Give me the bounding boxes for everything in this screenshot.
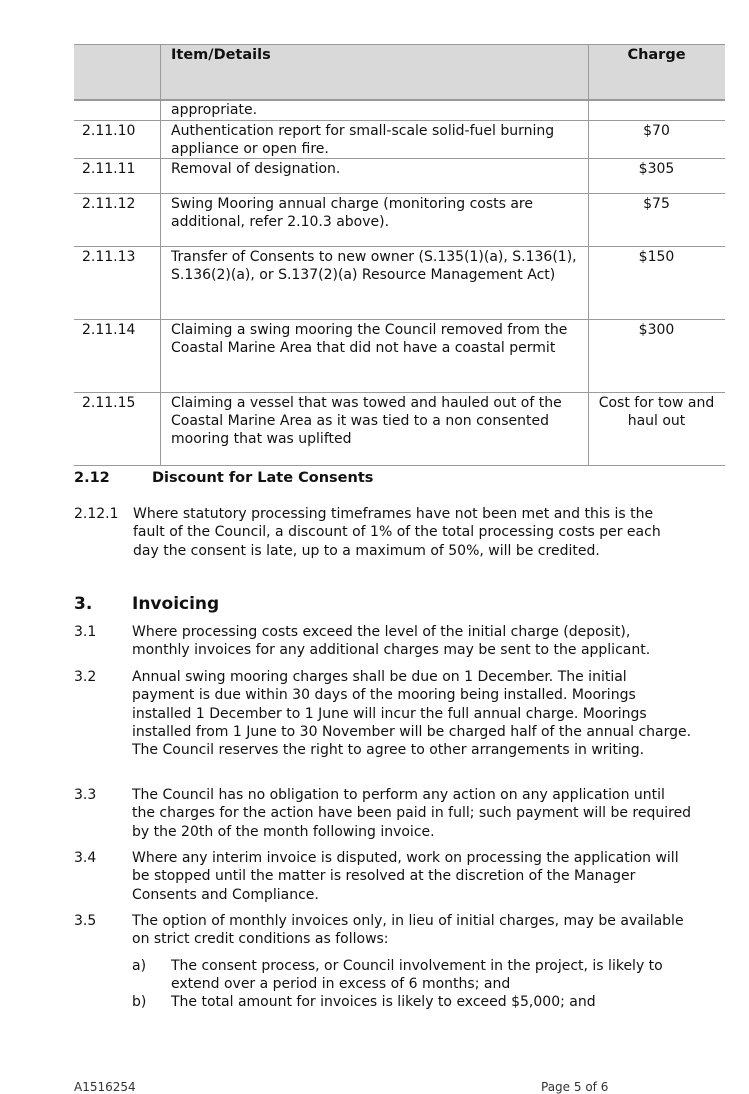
item-number: 2.11.13 <box>82 249 136 265</box>
item-details: Claiming a swing mooring the Council removed from the Coastal Marine Area that did not have a coastal permit <box>171 322 568 356</box>
header-item-details: Item/Details <box>171 47 271 63</box>
item-charge: $70 <box>643 123 670 139</box>
section-title: Invoicing <box>132 594 220 614</box>
item-details: Claiming a vessel that was towed and hauled out of the Coastal Marine Area as it was tied to a non consented mooring that was uplifted <box>171 395 562 447</box>
item-details: Swing Mooring annual charge (monitoring costs are additional, refer 2.10.3 above). <box>171 196 533 230</box>
paragraph-number: 2.12.1 <box>74 506 119 522</box>
section-number: 2.12 <box>74 470 110 486</box>
table-row <box>74 159 725 194</box>
item-text: Where any interim invoice is disputed, work on processing the application will be stopped until the matter is resolved at the discretion of the Manager Consents and Compliance. <box>132 850 679 903</box>
header-charge: Charge <box>627 47 686 63</box>
section-heading-2-12 <box>74 470 374 486</box>
item-text: Annual swing mooring charges shall be due on 1 December. The initial payment is due within 30 days of the mooring being installed. Moorings installed 1 December to 1 June will incur the full annual charge. Moorings installed from 1 June to 30 November will be charged half of the annual charge. The Council reserves the right to agree to other arrangements in writing. <box>132 669 692 759</box>
fee-table <box>74 44 725 466</box>
item-charge: $75 <box>643 196 670 212</box>
section-title: Discount for Late Consents <box>152 470 374 486</box>
item-number: 2.11.10 <box>82 123 136 139</box>
section-heading-3 <box>74 594 220 614</box>
item-number: 2.11.15 <box>82 395 136 411</box>
item-number: 2.11.14 <box>82 322 136 338</box>
paragraph-text: Where statutory processing timeframes have not been met and this is the fault of the Council, a discount of 1% of the total processing costs per each day the consent is late, up to a maximum of 50%, will be credited. <box>133 506 661 559</box>
sub-item-label: a) <box>132 958 147 974</box>
table-row <box>74 247 725 320</box>
item-number: 3.3 <box>74 787 97 803</box>
item-details: Removal of designation. <box>171 161 341 177</box>
table-row <box>74 320 725 393</box>
item-text: The Council has no obligation to perform any action on any application until the charges for the action have been paid in full; such payment will be required by the 20th of the month following invoice. <box>132 787 692 840</box>
item-details: Authentication report for small-scale solid-fuel burning appliance or open fire. <box>171 123 555 157</box>
item-charge: Cost for tow and haul out <box>598 395 715 429</box>
item-number: 3.1 <box>74 624 97 640</box>
item-charge: $300 <box>638 322 675 338</box>
table-row <box>74 194 725 247</box>
item-charge: $305 <box>638 161 675 177</box>
item-text: Where processing costs exceed the level of the initial charge (deposit), monthly invoices for any additional charges may be sent to the applicant. <box>132 624 651 659</box>
item-text: The option of monthly invoices only, in lieu of initial charges, may be available on strict credit conditions as follows: <box>132 913 684 948</box>
item-number: 3.2 <box>74 669 97 685</box>
sub-item-label: b) <box>132 994 147 1010</box>
item-number: 2.11.12 <box>82 196 136 212</box>
table-header <box>74 44 725 101</box>
table-row <box>74 121 725 159</box>
sub-item-text: The consent process, or Council involvement in the project, is likely to extend over a period in excess of 6 months; and <box>171 958 663 993</box>
document-id: A1516254 <box>74 1080 136 1094</box>
page-number: Page 5 of 6 <box>541 1080 609 1094</box>
item-details: Transfer of Consents to new owner (S.135(1)(a), S.136(1), S.136(2)(a), or S.137(2)(a) Resource Management Act) <box>171 249 577 283</box>
item-number: 3.5 <box>74 913 97 929</box>
sub-item-text: The total amount for invoices is likely to exceed $5,000; and <box>171 994 596 1010</box>
item-number: 2.11.11 <box>82 161 136 177</box>
section-number: 3. <box>74 594 93 614</box>
item-number: 3.4 <box>74 850 97 866</box>
table-row <box>74 101 725 121</box>
table-row <box>74 393 725 466</box>
continuation-text: appropriate. <box>171 102 258 118</box>
item-charge: $150 <box>638 249 675 265</box>
